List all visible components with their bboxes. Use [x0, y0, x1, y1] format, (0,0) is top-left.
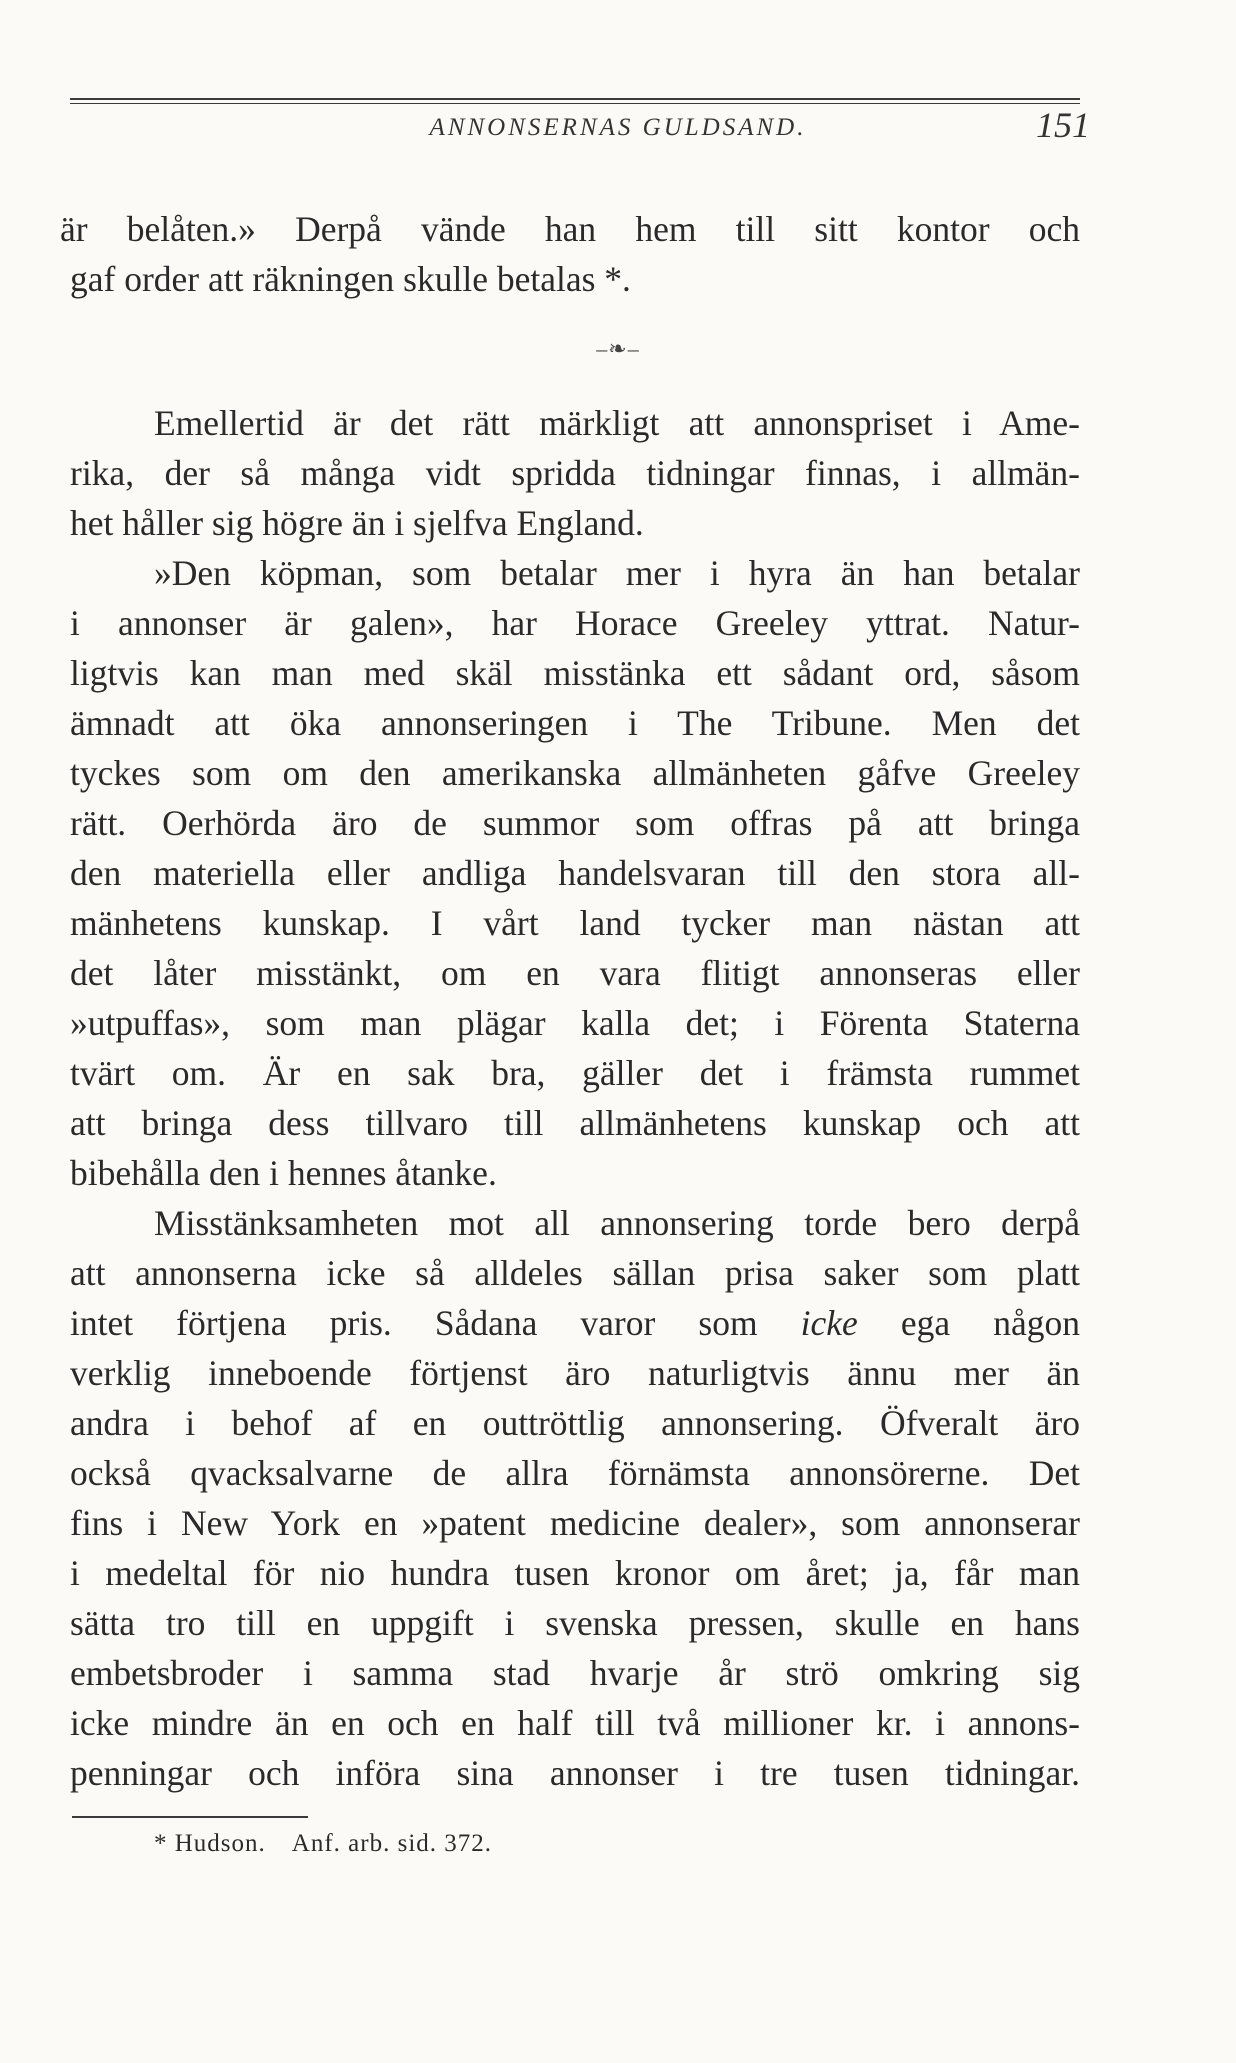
- text-line: icke mindre än en och en half till två millioner kr. i annons-: [70, 1703, 1080, 1743]
- text-line: »utpuffas», som man plägar kalla det; i Förenta Staterna: [70, 1003, 1080, 1043]
- text-line: verklig inneboende förtjenst äro naturligtvis ännu mer än: [70, 1353, 1080, 1393]
- text-line: rika, der så många vidt spridda tidningar finnas, i allmän-: [70, 453, 1080, 493]
- header-rule-bottom: [70, 103, 1080, 104]
- text-line: tyckes som om den amerikanska allmänheten gåfve Greeley: [70, 753, 1080, 793]
- text-line: den materiella eller andliga handelsvaran till den stora all-: [70, 853, 1080, 893]
- text-line: embetsbroder i samma stad hvarje år strö omkring sig: [70, 1653, 1080, 1693]
- emphasized-word: icke: [800, 1303, 858, 1343]
- text-line: att bringa dess tillvaro till allmänhetens kunskap och att: [70, 1103, 1080, 1143]
- text-line: mänhetens kunskap. I vårt land tycker man nästan att: [70, 903, 1080, 943]
- text-segment: ega någon: [900, 1303, 1080, 1343]
- footnote-rule: [72, 1816, 308, 1818]
- text-line: sätta tro till en uppgift i svenska pressen, skulle en hans: [70, 1603, 1080, 1643]
- text-line: gaf order att räkningen skulle betalas *.: [70, 259, 631, 299]
- header-rule-top: [70, 98, 1080, 100]
- text-line: andra i behof af en outtröttlig annonsering. Öfveralt äro: [70, 1403, 1080, 1443]
- text-line: också qvacksalvarne de allra förnämsta annonsörerne. Det: [70, 1453, 1080, 1493]
- text-line: bibehålla den i hennes åtanke.: [70, 1153, 497, 1193]
- footnote-author: Hudson.: [174, 1830, 266, 1857]
- text-line: ligtvis kan man med skäl misstänka ett sådant ord, såsom: [70, 653, 1080, 693]
- text-line: att annonserna icke så alldeles sällan prisa saker som platt: [70, 1253, 1080, 1293]
- text-line: Emellertid är det rätt märkligt att annonspriset i Ame-: [154, 403, 1080, 443]
- text-line: det låter misstänkt, om en vara flitigt annonseras eller: [70, 953, 1080, 993]
- text-line: Misstänksamheten mot all annonsering torde bero derpå: [154, 1203, 1080, 1243]
- text-line: penningar och införa sina annonser i tre tusen tidningar.: [70, 1753, 1080, 1793]
- text-line: »Den köpman, som betalar mer i hyra än han betalar: [154, 553, 1080, 593]
- text-line: i medeltal för nio hundra tusen kronor om året; ja, får man: [70, 1553, 1080, 1593]
- text-line: tvärt om. Är en sak bra, gäller det i främsta rummet: [70, 1053, 1080, 1093]
- text-line: fins i New York en »patent medicine dealer», som annonserar: [70, 1503, 1080, 1543]
- text-line: het håller sig högre än i sjelfva England.: [70, 503, 644, 543]
- footnote-marker: *: [154, 1830, 168, 1857]
- text-line: är belåten.» Derpå vände han hem till sitt kontor och: [60, 209, 1080, 249]
- text-line-with-emphasis: [70, 1298, 1080, 1348]
- page-number: 151: [1036, 105, 1090, 145]
- section-ornament: –❧–: [596, 336, 640, 361]
- text-line: i annonser är galen», har Horace Greeley yttrat. Natur-: [70, 603, 1080, 643]
- text-segment: intet förtjena pris. Sådana varor som: [70, 1303, 758, 1343]
- running-head: ANNONSERNAS GULDSAND.: [429, 114, 807, 141]
- footnote: [154, 1824, 492, 1864]
- text-line: ämnadt att öka annonseringen i The Tribune. Men det: [70, 703, 1080, 743]
- footnote-reference: Anf. arb. sid. 372.: [291, 1830, 493, 1857]
- text-line: rätt. Oerhörda äro de summor som offras på att bringa: [70, 803, 1080, 843]
